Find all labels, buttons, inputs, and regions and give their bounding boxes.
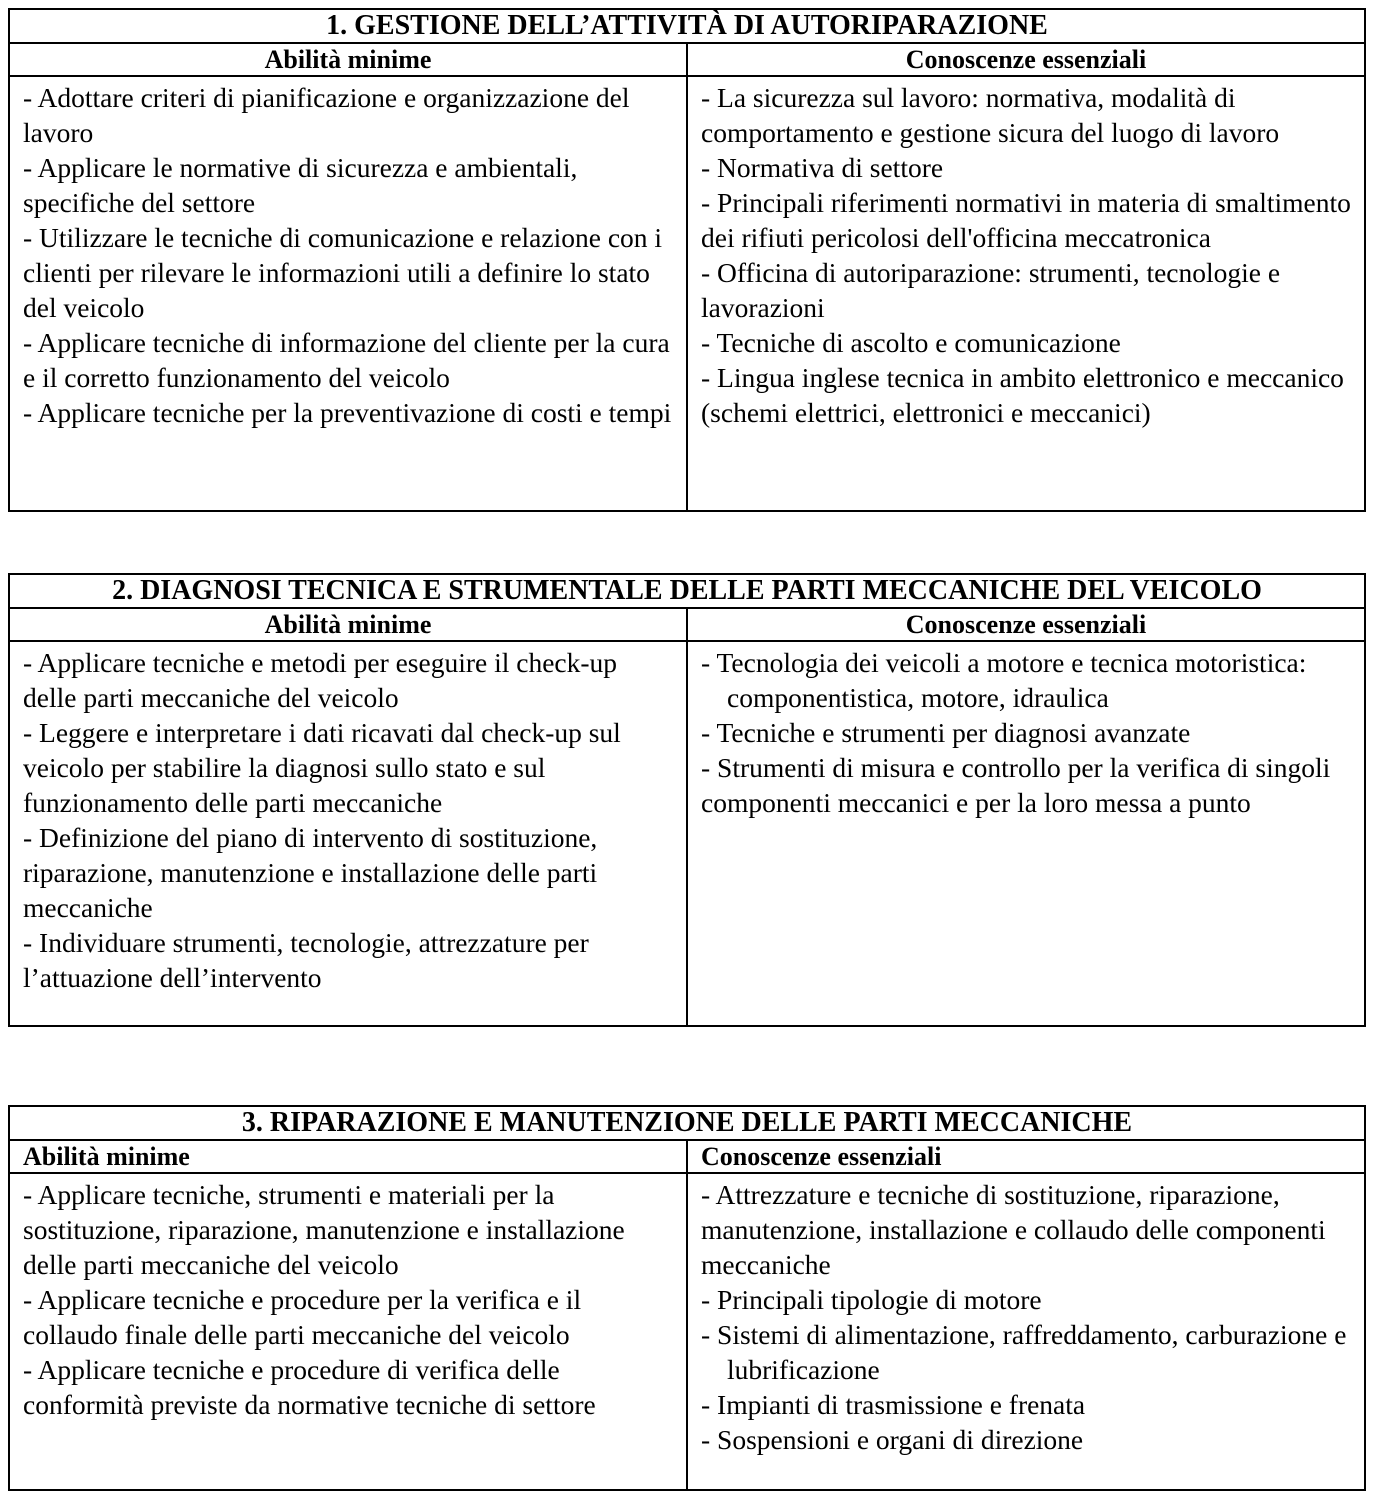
column-header-abilita: Abilità minime: [9, 1140, 687, 1173]
list-item: - Tecniche e strumenti per diagnosi avanzate: [701, 717, 1191, 748]
list-item: - Adottare criteri di pianificazione e organizzazione del lavoro: [23, 82, 630, 148]
abilita-cell: [9, 1173, 687, 1490]
column-header-conoscenze: Conoscenze essenziali: [687, 1140, 1365, 1173]
conoscenze-cell: [687, 76, 1365, 511]
abilita-cell: [9, 76, 687, 511]
list-item: - Applicare tecniche e metodi per eseguire il check-up delle parti meccaniche del veicolo: [23, 647, 618, 713]
section-title: 1. GESTIONE DELL’ATTIVITÀ DI AUTORIPARAZIONE: [9, 9, 1365, 43]
list-item: - Strumenti di misura e controllo per la verifica di singoli componenti meccanici e per la loro messa a punto: [701, 752, 1331, 818]
list-item: - Applicare tecniche, strumenti e materiali per la sostituzione, riparazione, manutenzione e installazione delle parti meccaniche del veicolo: [23, 1179, 625, 1280]
section-table-1: [8, 8, 1366, 512]
list-item: - Attrezzature e tecniche di sostituzione, riparazione, manutenzione, installazione e collaudo delle componenti meccaniche: [701, 1179, 1326, 1280]
list-item: - Sospensioni e organi di direzione: [701, 1424, 1084, 1455]
list-item: - Principali riferimenti normativi in materia di smaltimento dei rifiuti pericolosi dell'officina meccatronica: [701, 187, 1351, 253]
list-item: - Applicare tecniche e procedure di verifica delle conformità previste da normative tecniche di settore: [23, 1354, 596, 1420]
conoscenze-cell: [687, 1173, 1365, 1490]
list-item: - Principali tipologie di motore: [701, 1284, 1042, 1315]
list-item: - Tecniche di ascolto e comunicazione: [701, 327, 1121, 358]
list-item: - La sicurezza sul lavoro: normativa, modalità di comportamento e gestione sicura del luogo di lavoro: [701, 82, 1280, 148]
column-header-abilita: Abilità minime: [9, 608, 687, 641]
section-title: 2. DIAGNOSI TECNICA E STRUMENTALE DELLE PARTI MECCANICHE DEL VEICOLO: [9, 574, 1365, 608]
section-title: 3. RIPARAZIONE E MANUTENZIONE DELLE PARTI MECCANICHE: [9, 1106, 1365, 1140]
abilita-cell: [9, 641, 687, 1026]
column-header-conoscenze: Conoscenze essenziali: [687, 43, 1365, 76]
list-item: - Utilizzare le tecniche di comunicazione e relazione con i clienti per rilevare le informazioni utili a definire lo stato del veicolo: [23, 222, 663, 323]
column-header-abilita: Abilità minime: [9, 43, 687, 76]
list-item: - Applicare tecniche di informazione del cliente per la cura e il corretto funzionamento del veicolo: [23, 327, 670, 393]
list-item: - Applicare tecniche per la preventivazione di costi e tempi: [23, 397, 672, 428]
list-item: - Individuare strumenti, tecnologie, attrezzature per l’attuazione dell’intervento: [23, 927, 589, 993]
list-item: - Impianti di trasmissione e frenata: [701, 1389, 1086, 1420]
section-table-3: [8, 1105, 1366, 1491]
list-item: - Lingua inglese tecnica in ambito elettronico e meccanico (schemi elettrici, elettronici e meccanici): [701, 362, 1344, 428]
conoscenze-cell: [687, 641, 1365, 1026]
list-item: - Tecnologia dei veicoli a motore e tecnica motoristica: componentistica, motore, idraulica: [701, 647, 1307, 713]
list-item: - Definizione del piano di intervento di sostituzione, riparazione, manutenzione e installazione delle parti meccaniche: [23, 822, 598, 923]
section-table-2: [8, 573, 1366, 1027]
list-item: - Normativa di settore: [701, 152, 944, 183]
column-header-conoscenze: Conoscenze essenziali: [687, 608, 1365, 641]
list-item: - Applicare tecniche e procedure per la verifica e il collaudo finale delle parti meccaniche del veicolo: [23, 1284, 582, 1350]
list-item: - Sistemi di alimentazione, raffreddamento, carburazione e lubrificazione: [701, 1319, 1347, 1385]
list-item: - Officina di autoriparazione: strumenti, tecnologie e lavorazioni: [701, 257, 1281, 323]
list-item: - Leggere e interpretare i dati ricavati dal check-up sul veicolo per stabilire la diagnosi sullo stato e sul funzionamento delle parti meccaniche: [23, 717, 621, 818]
list-item: - Applicare le normative di sicurezza e ambientali, specifiche del settore: [23, 152, 578, 218]
